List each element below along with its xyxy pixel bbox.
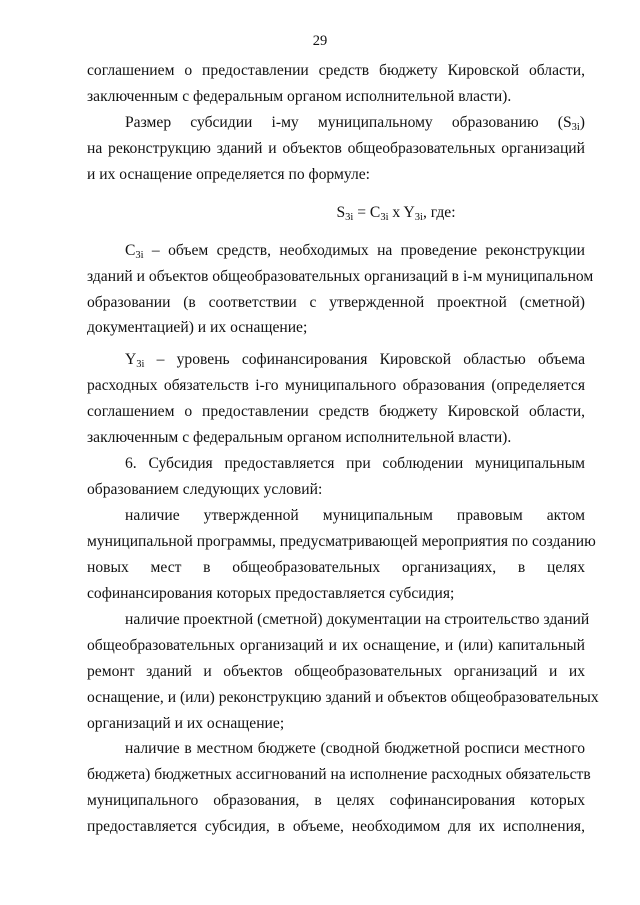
text-line: наличие утвержденной муниципальным правовым актом <box>125 507 585 524</box>
text-line: соглашением о предоставлении средств бюджету Кировской области, <box>87 62 585 79</box>
text-run: – уровень софинансирования Кировской областью объема <box>144 351 585 369</box>
spacer <box>87 188 585 200</box>
text-line: новых мест в общеобразовательных организациях, в целях <box>87 558 585 576</box>
text-line: заключенным с федеральным органом исполнительной власти). <box>87 429 512 447</box>
text-run: – объем средств, необходимых на проведение реконструкции <box>143 241 585 259</box>
text-line: оснащение, и (или) реконструкцию зданий и объектов общеобразовательных <box>87 688 599 706</box>
formula-symbol: , где: <box>422 203 456 221</box>
text-run: ) <box>579 113 585 131</box>
text-line: общеобразовательных организаций и их оснащение, и (или) капитальный <box>87 636 585 654</box>
text-line: на реконструкцию зданий и объектов общеобразовательных организаций <box>87 139 585 157</box>
text-line: заключенным с федеральным органом исполнительной власти). <box>87 87 512 105</box>
text-line-y-definition <box>87 347 585 373</box>
subscript: 3i <box>414 211 423 223</box>
text-line: организаций и их оснащение; <box>87 714 285 732</box>
subscript: 3i <box>136 359 145 371</box>
text-line: соглашением о предоставлении средств бюджету Кировской области, <box>87 403 585 421</box>
page-number: 29 <box>312 33 328 49</box>
text-line: документацией) и их оснащение; <box>87 319 308 337</box>
text-line: расходных обязательств i-го муниципального образования (определяется <box>87 377 585 395</box>
text-line: 6. Субсидия предоставляется при соблюдении муниципальным <box>125 455 585 473</box>
text-line: наличие в местном бюджете (сводной бюджетной росписи местного <box>125 740 585 758</box>
text-line: образовании (в соответствии с утвержденной проектной (сметной) <box>87 293 585 311</box>
formula-symbol: S <box>336 203 346 221</box>
text-line-subsidy-size <box>87 110 585 136</box>
subscript: 3i <box>345 211 354 223</box>
text-line: ремонт зданий и объектов общеобразовательных организаций и их <box>87 662 585 680</box>
text-line: муниципального образования, в целях софинансирования которых <box>87 792 585 810</box>
text-line: наличие проектной (сметной) документации на строительство зданий <box>125 610 590 628</box>
text-run: Размер субсидии i-му муниципальному образованию (S <box>125 113 572 131</box>
text-line: бюджета) бюджетных ассигнований на исполнение расходных обязательств <box>87 766 591 784</box>
text-line: муниципальной программы, предусматривающей мероприятия по созданию <box>87 532 596 550</box>
formula-symbol: = C <box>353 203 381 221</box>
text-line: образованием следующих условий: <box>87 481 323 499</box>
formula <box>87 200 585 226</box>
subscript: 3i <box>135 249 144 261</box>
formula-symbol: x Y <box>388 203 415 221</box>
text-line: предоставляется субсидия, в объеме, необходимом для их исполнения, <box>87 818 585 836</box>
text-line: и их оснащение определяется по формуле: <box>87 165 370 183</box>
formula-symbol: C <box>125 241 136 259</box>
spacer <box>87 226 585 238</box>
formula-symbol: Y <box>125 351 137 369</box>
text-line: зданий и объектов общеобразовательных организаций в i-м муниципальном <box>87 267 594 285</box>
subscript: 3i <box>571 121 580 133</box>
text-line-c-definition <box>87 238 585 264</box>
subscript: 3i <box>380 211 389 223</box>
text-line: софинансирования которых предоставляется субсидия; <box>87 584 455 602</box>
document-body <box>87 58 599 840</box>
